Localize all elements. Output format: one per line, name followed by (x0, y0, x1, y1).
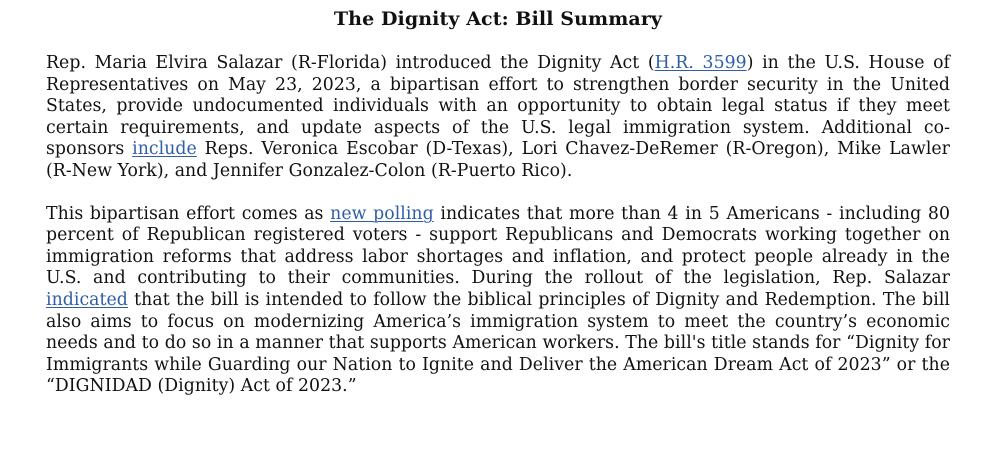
hr-3599-link[interactable]: H.R. 3599 (654, 53, 747, 73)
paragraph-text: This bipartisan effort comes as (46, 203, 331, 224)
paragraph-polling (46, 204, 950, 398)
document-page (46, 0, 950, 398)
document-title: The Dignity Act: Bill Summary (333, 8, 663, 30)
paragraph-text: Rep. Maria Elvira Salazar (R-Florida) introduced the Dignity Act ( (46, 53, 655, 73)
paragraph-text: Reps. Veronica Escobar (D-Texas), Lori Chavez-DeRemer (R-Oregon), Mike Lawler (R-New York), and Jennifer Gonzalez-Colon (R-Puerto Rico). (46, 139, 950, 181)
paragraph-text: indicates that more than 4 in 5 Americans - including 80 percent of Republican registered voters - support Republicans and Democrats working together on immigration reforms that address labor shortages and inflation, and protect people already in the U.S. and contributing to their communities. During the rollout of the legislation, Rep. Salazar (46, 203, 950, 289)
indicated-link[interactable]: indicated (46, 289, 128, 310)
paragraph-introduction (46, 53, 950, 183)
cosponsors-include-link[interactable]: include (132, 139, 197, 160)
paragraph-text: ) in the U.S. House of Representatives on May 23, 2023, a bipartisan effort to strengthen border security in the United States, provide undocumented individuals with an opportunity to obtain legal status if they meet certain requirements, and update aspects of the U.S. legal immigration system. Additional co-sponsors (46, 53, 950, 160)
new-polling-link[interactable]: new polling (330, 203, 434, 224)
paragraph-text: that the bill is intended to follow the biblical principles of Dignity and Redemption. The bill also aims to focus on modernizing America’s immigration system to meet the country’s economic needs and to do so in a manner that supports American workers. The bill's title stands for “Dignity for Immigrants while Guarding our Nation to Ignite and Deliver the American Dream Act of 2023” or the “DIGNIDAD (Dignity) Act of 2023.” (46, 289, 950, 397)
